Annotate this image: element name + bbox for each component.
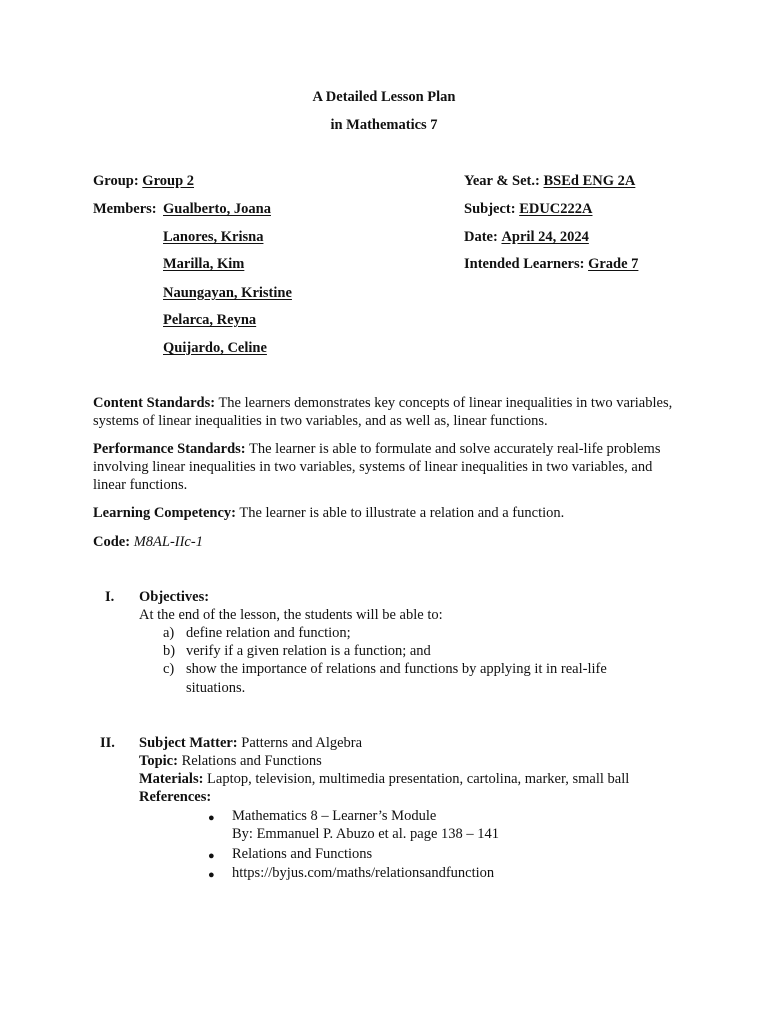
member-name: Lanores, Krisna [163, 229, 264, 245]
performance-standards-text: The learner is able to formulate and solve accurately real-life problems involving linear inequalities in two variables, systems of linear inequalities in two variables, and linear functions. [93, 441, 661, 493]
subject-value: EDUC222A [519, 201, 593, 217]
group-value: Group 2 [142, 173, 195, 189]
performance-standards-label: Performance Standards: [93, 441, 246, 457]
learning-competency [93, 504, 673, 522]
objective-marker: b) [163, 643, 176, 659]
topic-row [139, 752, 322, 770]
objectives-intro: At the end of the lesson, the students will be able to: [139, 607, 443, 623]
subject-matter-row [139, 734, 362, 752]
year-row [464, 172, 635, 190]
subject-matter-label: Subject Matter: [139, 735, 238, 751]
code-label: Code: [93, 534, 131, 550]
date-label: Date: [464, 229, 498, 245]
reference-item-continued: By: Emmanuel P. Abuzo et al. page 138 – 141 [232, 826, 500, 842]
bullet-icon: ● [208, 812, 215, 824]
performance-standards [93, 440, 673, 494]
learners-label: Intended Learners: [464, 256, 585, 272]
reference-item: Relations and Functions [232, 846, 373, 862]
topic-label: Topic: [139, 753, 178, 769]
subject-matter-value: Patterns and Algebra [241, 735, 363, 751]
document-title: A Detailed Lesson Plan [312, 89, 456, 105]
materials-value: Laptop, television, multimedia presentation, cartolina, marker, small ball [207, 771, 630, 787]
objective-marker: a) [163, 625, 175, 641]
subject-row [464, 200, 593, 218]
topic-value: Relations and Functions [181, 753, 322, 769]
content-standards-text: The learners demonstrates key concepts of linear inequalities in two variables, systems of linear inequalities in two variables, and as well as, linear functions. [93, 395, 673, 429]
reference-item: Mathematics 8 – Learner’s Module [232, 808, 437, 824]
year-label: Year & Set.: [464, 173, 540, 189]
member-name: Naungayan, Kristine [163, 285, 292, 301]
objective-item-continued: situations. [186, 680, 246, 696]
objective-item: define relation and function; [186, 625, 351, 641]
bullet-icon: ● [208, 850, 215, 862]
objective-item: verify if a given relation is a function; and [186, 643, 431, 659]
learning-competency-text: The learner is able to illustrate a relation and a function. [239, 505, 565, 521]
section-numeral: I. [105, 589, 115, 605]
member-name: Gualberto, Joana [163, 201, 271, 217]
date-row [464, 228, 589, 246]
members-label: Members: [93, 201, 157, 217]
group-label: Group: [93, 173, 139, 189]
references-label: References: [139, 789, 212, 805]
content-standards-label: Content Standards: [93, 395, 216, 411]
document-subtitle: in Mathematics 7 [330, 117, 438, 133]
learners-row [464, 255, 638, 273]
content-standards [93, 394, 673, 430]
member-name: Marilla, Kim [163, 256, 245, 272]
date-value: April 24, 2024 [501, 229, 589, 245]
group-row [93, 172, 194, 190]
materials-row [139, 770, 629, 788]
bullet-icon: ● [208, 869, 215, 881]
member-name: Quijardo, Celine [163, 340, 267, 356]
subject-label: Subject: [464, 201, 516, 217]
year-value: BSEd ENG 2A [543, 173, 636, 189]
reference-link[interactable]: https://byjus.com/maths/relationsandfunction [232, 865, 495, 881]
section-numeral: II. [100, 735, 115, 751]
objective-marker: c) [163, 661, 175, 677]
learners-value: Grade 7 [588, 256, 639, 272]
code-row [93, 533, 203, 551]
learning-competency-label: Learning Competency: [93, 505, 236, 521]
member-name: Pelarca, Reyna [163, 312, 257, 328]
objectives-heading: Objectives: [139, 589, 210, 605]
code-value: M8AL-IIc-1 [133, 534, 203, 550]
materials-label: Materials: [139, 771, 204, 787]
objective-item: show the importance of relations and functions by applying it in real-life [186, 661, 607, 677]
